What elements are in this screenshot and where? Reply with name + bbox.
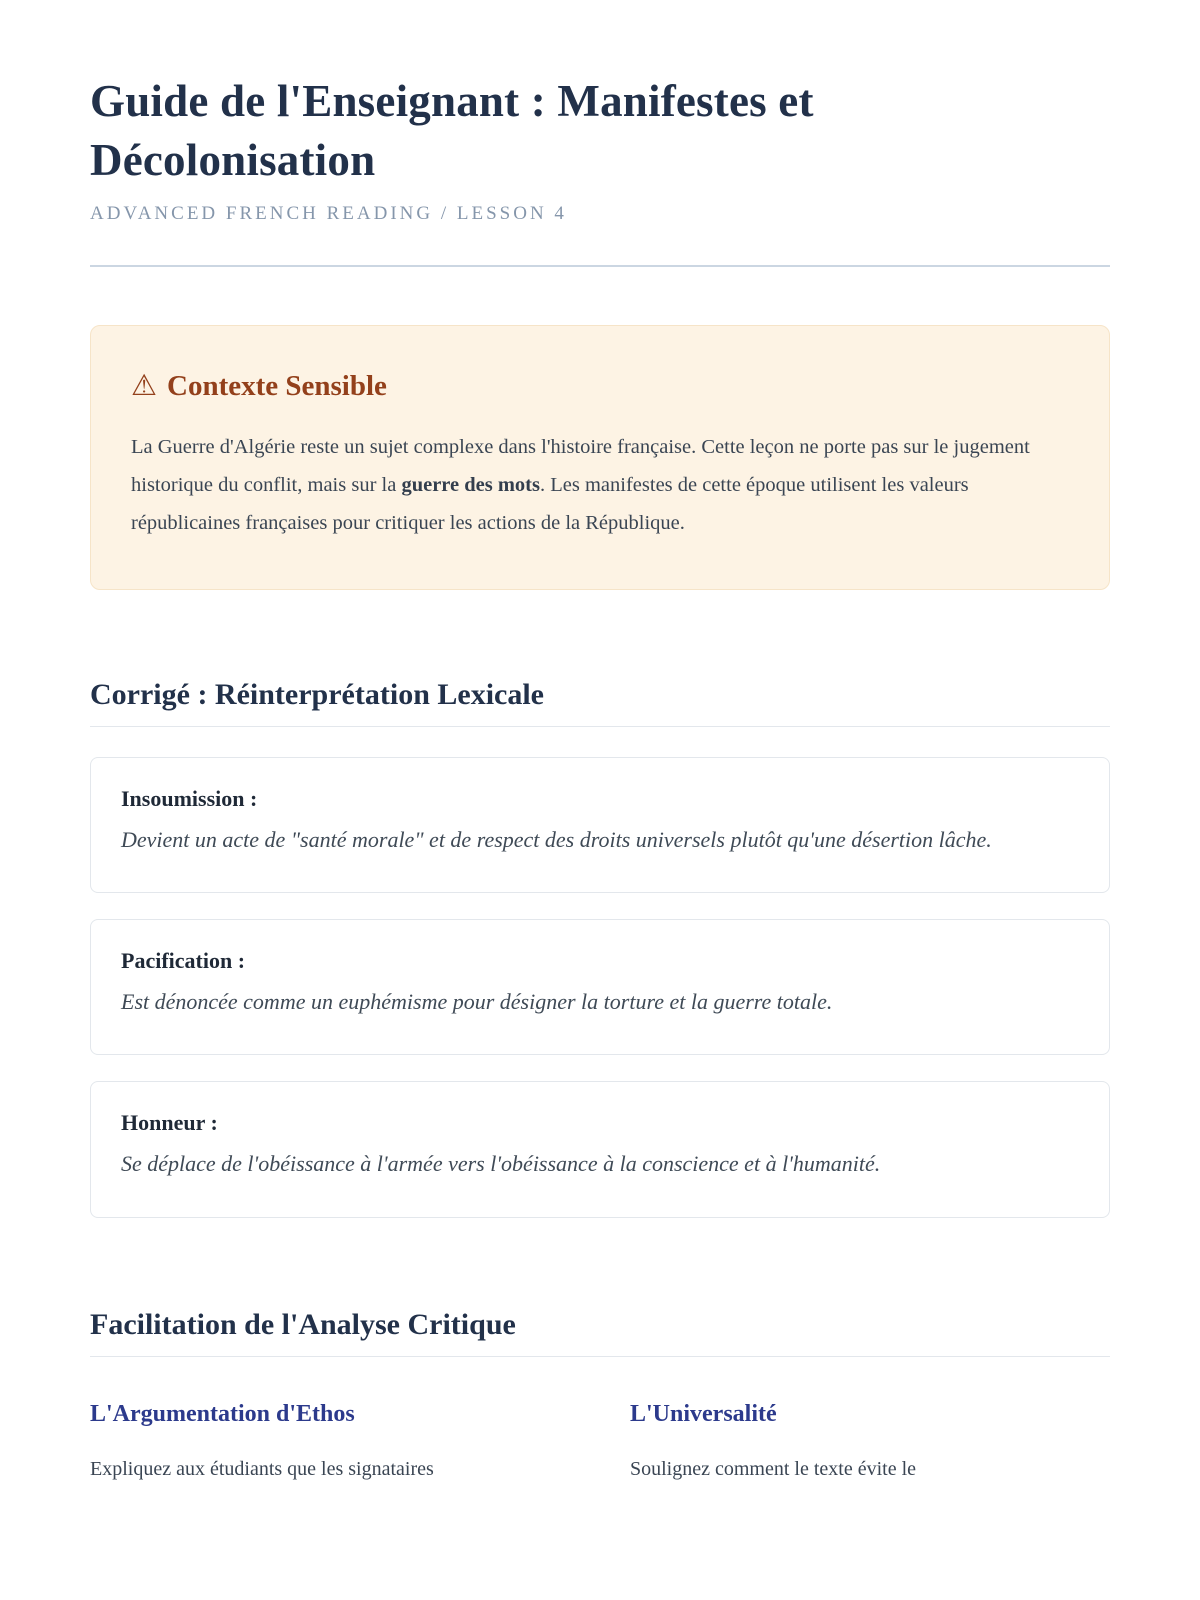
analysis-columns bbox=[90, 1401, 1110, 1486]
page-title: Guide de l'Enseignant : Manifestes et Décolonisation bbox=[90, 76, 814, 185]
warning-icon: ⚠ bbox=[131, 370, 157, 402]
callout-title: Contexte Sensible bbox=[167, 370, 387, 402]
lexical-card-honneur bbox=[90, 1081, 1110, 1217]
callout-body-text: La Guerre d'Algérie reste un sujet complexe dans l'histoire française. Cette leçon ne porte pas sur le jugement historique du conflit, mais sur la bbox=[131, 436, 1030, 496]
column-title: L'Universalité bbox=[630, 1400, 777, 1427]
card-definition: Devient un acte de "santé morale" et de respect des droits universels plutôt qu'une désertion lâche. bbox=[121, 826, 992, 852]
card-term: Pacification : bbox=[121, 948, 246, 974]
column-body: Expliquez aux étudiants que les signataires bbox=[90, 1457, 434, 1480]
analysis-section-heading: Facilitation de l'Analyse Critique bbox=[90, 1308, 1110, 1357]
teacher-guide-page bbox=[90, 0, 1110, 1486]
callout-heading bbox=[131, 368, 1069, 403]
card-definition: Est dénoncée comme un euphémisme pour désigner la torture et la guerre totale. bbox=[121, 989, 833, 1015]
page-subtitle: ADVANCED FRENCH READING / LESSON 4 bbox=[90, 203, 567, 224]
column-body: Soulignez comment le texte évite le bbox=[630, 1457, 917, 1480]
card-definition: Se déplace de l'obéissance à l'armée vers l'obéissance à la conscience et à l'humanité. bbox=[121, 1151, 881, 1177]
card-term: Honneur : bbox=[121, 1110, 218, 1136]
header-divider bbox=[90, 265, 1110, 267]
lexical-card-insoumission bbox=[90, 757, 1110, 893]
callout-body bbox=[131, 429, 1051, 543]
sensitive-context-callout bbox=[90, 325, 1110, 590]
callout-body-text-after: . Les manifestes de cette époque utilisent les valeurs républicaines françaises pour critiquer les actions de la République. bbox=[131, 473, 969, 534]
analysis-column-universalite bbox=[630, 1401, 1110, 1486]
lexical-cards bbox=[90, 757, 1110, 1218]
lexical-card-pacification bbox=[90, 919, 1110, 1055]
column-title: L'Argumentation d'Ethos bbox=[90, 1400, 355, 1427]
callout-body-bold: guerre des mots bbox=[401, 473, 540, 496]
analysis-column-ethos bbox=[90, 1401, 570, 1486]
lexical-section-heading: Corrigé : Réinterprétation Lexicale bbox=[90, 678, 1110, 727]
card-term: Insoumission : bbox=[121, 785, 258, 811]
